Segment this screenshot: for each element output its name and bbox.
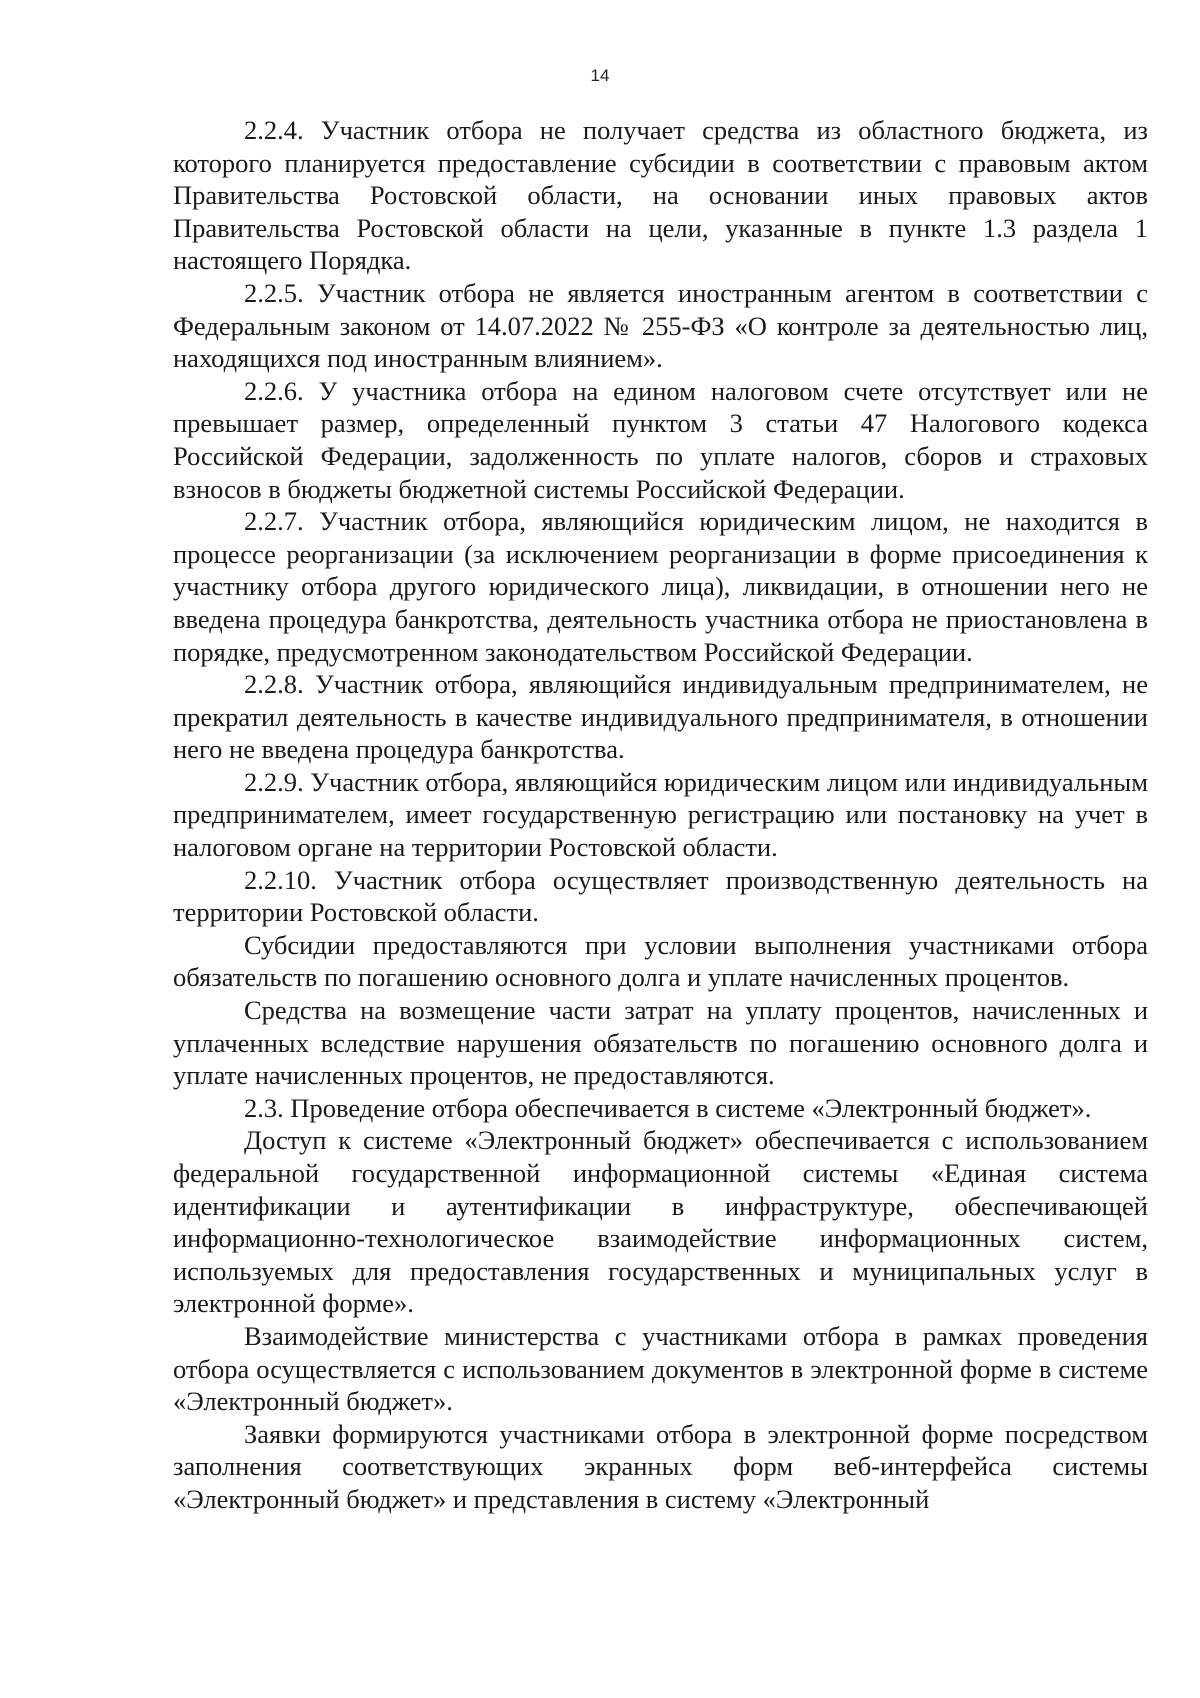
paragraph-2-2-8: 2.2.8. Участник отбора, являющийся индивидуальным предпринимателем, не прекратил деятельность в качестве индивидуального предпринимателя, в отношении него не введена процедура банкротства.: [173, 669, 1148, 765]
paragraph-2-2-9: 2.2.9. Участник отбора, являющийся юридическим лицом или индивидуальным предпринимателем, имеет государственную регистрацию или постановку на учет в налоговом органе на территории Ростовской области.: [173, 766, 1148, 863]
paragraph-applications: Заявки формируются участниками отбора в электронной форме посредством заполнения соответствующих экранных форм веб-интерфейса системы «Электронный бюджет» и представления в систему «Электронный: [173, 1418, 1148, 1514]
paragraph-2-2-7: 2.2.7. Участник отбора, являющийся юридическим лицом, не находится в процессе реорганизации (за исключением реорганизации в форме присоединения к участнику отбора другого юридического лица), ликвидации, в отношении него не введена процедура банкротства, деятельность участника отбора не приостановлена в порядке, предусмотренном законодательством Российской Федерации.: [173, 506, 1148, 667]
paragraph-2-2-6: 2.2.6. У участника отбора на едином налоговом счете отсутствует или не превышает размер, определенный пунктом 3 статьи 47 Налогового кодекса Российской Федерации, задолженность по уплате налогов, сборов и страховых взносов в бюджеты бюджетной системы Российской Федерации.: [173, 375, 1148, 504]
document-body: [173, 114, 1148, 1516]
paragraph-2-2-4: 2.2.4. Участник отбора не получает средства из областного бюджета, из которого планируется предоставление субсидии в соответствии с правовым актом Правительства Ростовской области, на основании иных правовых актов Правительства Ростовской области на цели, указанные в пункте 1.3 раздела 1 настоящего Порядка.: [173, 115, 1148, 276]
page-number: 14: [590, 66, 610, 85]
paragraph-subsidy-conditions: Субсидии предоставляются при условии выполнения участниками отбора обязательств по погашению основного долга и уплате начисленных процентов.: [173, 929, 1148, 993]
paragraph-ministry-interaction: Взаимодействие министерства с участниками отбора в рамках проведения отбора осуществляется с использованием документов в электронной форме в системе «Электронный бюджет».: [173, 1320, 1148, 1417]
paragraph-2-3: 2.3. Проведение отбора обеспечивается в системе «Электронный бюджет».: [244, 1092, 1092, 1123]
paragraph-2-2-5: 2.2.5. Участник отбора не является иностранным агентом в соответствии с Федеральным законом от 14.07.2022 № 255-ФЗ «О контроле за деятельностью лиц, находящихся под иностранным влиянием».: [173, 277, 1148, 374]
paragraph-2-2-10: 2.2.10. Участник отбора осуществляет производственную деятельность на территории Ростовской области.: [173, 864, 1148, 928]
paragraph-interest-costs: Средства на возмещение части затрат на уплату процентов, начисленных и уплаченных вследствие нарушения обязательств по погашению основного долга и уплате начисленных процентов, не предоставляются.: [173, 995, 1148, 1091]
paragraph-system-access: Доступ к системе «Электронный бюджет» обеспечивается с использованием федеральной государственной информационной системы «Единая система идентификации и аутентификации в инфраструктуре, обеспечивающей информационно-технологическое взаимодействие информационных систем, используемых для предоставления государственных и муниципальных услуг в электронной форме».: [173, 1125, 1148, 1319]
